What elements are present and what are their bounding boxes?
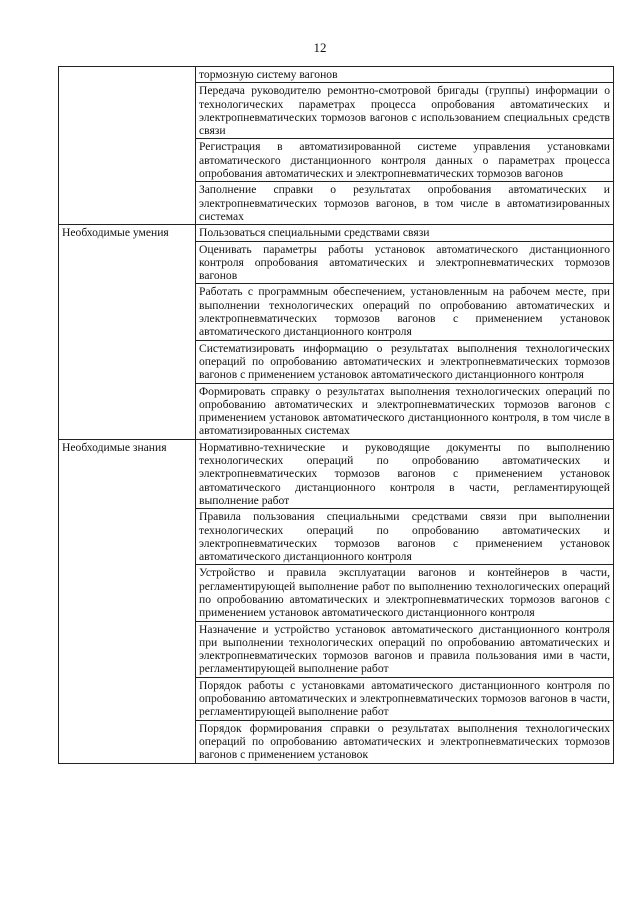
table-cell: Порядок работы с установками автоматического дистанционного контроля по опробованию автоматических и электропневматических тормозов вагонов в части, регламентирующей выполнение работ (196, 677, 614, 720)
table-cell: Назначение и устройство установок автоматического дистанционного контроля при выполнении технологических операций по опробованию автоматических и электропневматических тормозов вагонов и правила пользования ими в части, регламентирующей выполнение работ (196, 621, 614, 677)
table-row (59, 67, 614, 83)
page-number: 12 (313, 40, 327, 55)
table-cell: Работать с программным обеспечением, установленным на рабочем месте, при выполнении технологических операций по опробованию автоматических и электропневматических тормозов вагонов с применением установок автоматического дистанционного контроля (196, 284, 614, 340)
section-label (59, 67, 196, 225)
table-cell: Нормативно-технические и руководящие документы по выполнению технологических операций по опробованию автоматических и электропневматических тормозов вагонов с применением установок автоматического дистанционного контроля в части, регламентирующей выполнение работ (196, 439, 614, 508)
table-cell: Заполнение справки о результатах опробования автоматических и электропневматических тормозов вагонов, в том числе в автоматизированных системах (196, 182, 614, 225)
table-cell: Порядок формирования справки о результатах выполнения технологических операций по опробованию автоматических и электропневматических тормозов вагонов с применением установок (196, 720, 614, 763)
table-cell: Устройство и правила эксплуатации вагонов и контейнеров в части, регламентирующей выполнение работ по выполнению технологических операций по опробованию автоматических и электропневматических тормозов вагонов с применением установок автоматического дистанционного контроля (196, 565, 614, 621)
section-label: Необходимые умения (59, 225, 196, 439)
table-cell: Оценивать параметры работы установок автоматического дистанционного контроля опробования автоматических и электропневматических тормозов вагонов (196, 241, 614, 284)
table-cell: Регистрация в автоматизированной системе управления установками автоматического дистанционного контроля данных о параметрах процесса опробования автоматических и электропневматических тормозов вагонов (196, 139, 614, 182)
table-cell: Формировать справку о результатах выполнения технологических операций по опробованию автоматических и электропневматических тормозов вагонов с применением установок автоматического дистанционного контроля, в том числе в автоматизированных системах (196, 383, 614, 439)
table-cell: тормозную систему вагонов (196, 67, 614, 83)
section-label: Необходимые знания (59, 439, 196, 763)
table-row (59, 439, 614, 508)
table-row (59, 225, 614, 241)
table-cell: Пользоваться специальными средствами связи (196, 225, 614, 241)
table-cell: Систематизировать информацию о результатах выполнения технологических операций по опробованию автоматических и электропневматических тормозов вагонов с применением установок автоматического дистанционного контроля (196, 340, 614, 383)
table-cell: Передача руководителю ремонтно-смотровой бригады (группы) информации о технологических параметрах процесса опробования автоматических и электропневматических тормозов вагонов с использованием специальных средств связи (196, 83, 614, 139)
requirements-table (58, 66, 614, 764)
table-cell: Правила пользования специальными средствами связи при выполнении технологических операций по опробованию автоматических и электропневматических тормозов вагонов с применением установок автоматического дистанционного контроля (196, 509, 614, 565)
